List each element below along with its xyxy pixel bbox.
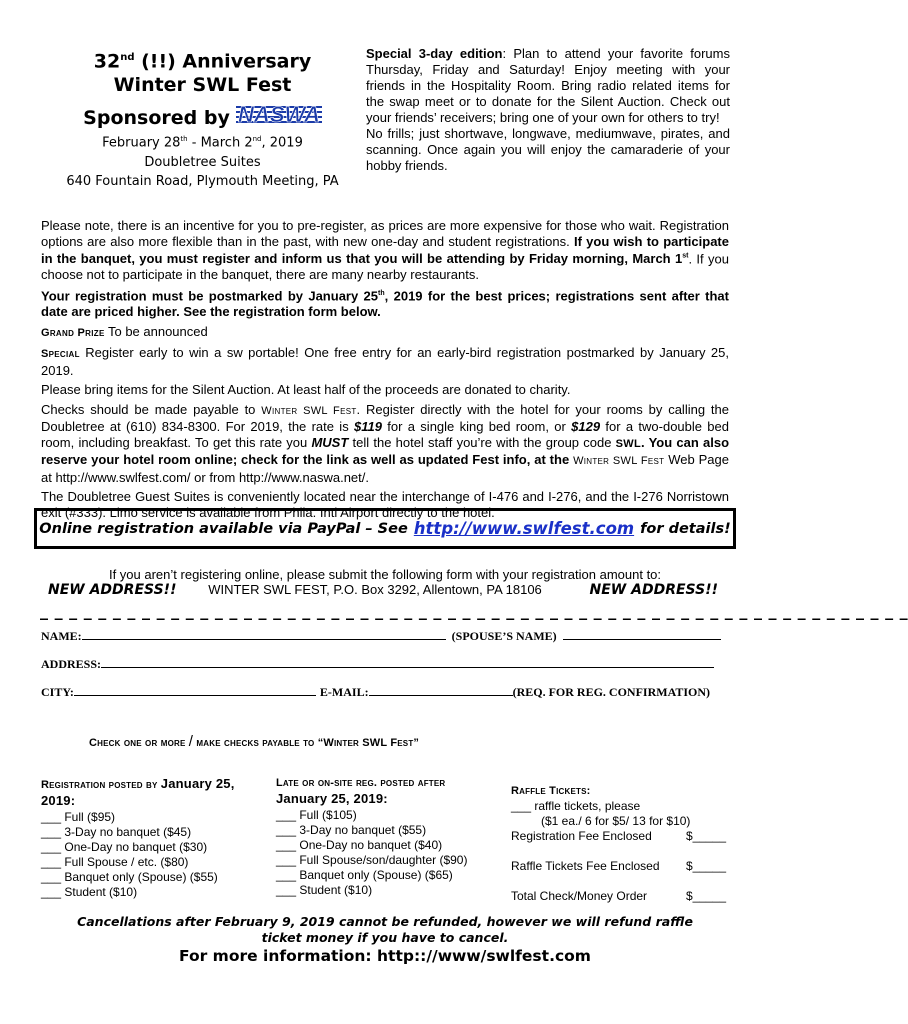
auction-paragraph: Please bring items for the Silent Auction. At least half of the proceeds are donated to charity. <box>41 382 571 398</box>
cancellation-policy: Cancellations after February 9, 2019 cannot be refunded, however we will refund raffle ticket money if you have to cancel. <box>77 914 693 945</box>
raffle-fee-row: Raffle Tickets Fee Enclosed $_____ <box>511 859 726 873</box>
hotel-paragraph: The Doubletree Guest Suites is conveniently located near the interchange of I-476 and I-276, and the I-276 Norristown exit (#333). Limo service is available from Phila. Intl Airport directly to the hotel. <box>41 489 729 520</box>
event-address: 640 Fountain Road, Plymouth Meeting, PA <box>66 173 339 189</box>
total-field[interactable]: $_____ <box>685 889 726 903</box>
early-option-spouse[interactable]: ___ Full Spouse / etc. ($80) <box>41 855 189 869</box>
naswa-logo <box>236 102 322 128</box>
name-label: NAME: <box>41 629 82 643</box>
email-requirement-note: (REQ. FOR REG. CONFIRMATION) <box>512 685 711 699</box>
city-field[interactable] <box>74 684 316 696</box>
sponsor-line: Sponsored by NASWA <box>40 103 365 129</box>
submit-instructions: If you aren’t registering online, please submit the following form with your registration amount to: <box>108 567 662 582</box>
total-row: Total Check/Money Order $_____ <box>511 889 726 903</box>
address-row <box>41 656 714 672</box>
new-address-left: NEW ADDRESS!! <box>48 582 177 598</box>
new-address-right: NEW ADDRESS!! <box>589 582 718 598</box>
grand-prize-paragraph: Grand Prize To be announced <box>41 323 208 339</box>
mailing-address: WINTER SWL FEST, P.O. Box 3292, Allentown, PA 18106 <box>208 582 542 597</box>
info-body <box>41 218 729 524</box>
email-field[interactable] <box>369 684 513 696</box>
special-edition-box <box>366 46 730 174</box>
checks-paragraph: Checks should be made payable to Winter SWL Fest. Register directly with the hotel for your rooms by calling the Doubletree at (610) 834-8300. For 2019, the rate is $119 for a single king bed room, or $129 for a two-double bed room, including breakfast. To get this rate you MUST tell the hotel staff you’re with the group code SWL. You can also reserve your hotel room online; check for the link as well as updated Fest info, at the Winter SWL Fest Web Page at http://www.swlfest.com/ or from http://www.naswa.net/. <box>41 401 730 485</box>
late-registration-options <box>276 776 491 898</box>
address-field[interactable] <box>101 656 714 668</box>
early-registration-heading: Registration posted by January 25, 2019: <box>41 776 235 808</box>
preregister-paragraph: Please note, there is an incentive for you to pre-register, as prices are more expensive for those who wait. Registration options are also more flexible than in the past, with new one-day and student registrations. If you wish to participate in the banquet, you must register and inform us that you will be attending by Friday morning, March 1st. If you choose not to participate in the banquet, there are many nearby restaurants. <box>41 218 729 282</box>
city-label: CITY: <box>41 685 74 699</box>
spouse-label: (SPOUSE’S NAME) <box>451 629 557 643</box>
late-option-banquet[interactable]: ___ Banquet only (Spouse) ($65) <box>276 868 453 882</box>
city-email-row <box>41 684 710 700</box>
early-option-banquet[interactable]: ___ Banquet only (Spouse) ($55) <box>41 870 218 884</box>
naswa-logo-text: NASWA <box>237 102 320 128</box>
registration-fee-row: Registration Fee Enclosed $_____ <box>511 829 726 843</box>
late-registration-heading: Late or on-site reg. posted after January 25, 2019: <box>276 777 446 806</box>
name-field[interactable] <box>82 628 446 640</box>
frills-text: No frills; just shortwave, longwave, mediumwave, pirates, and scanning. Once again you will enjoy the camaraderie of your hobby friends. <box>366 126 730 173</box>
raffle-heading: Raffle Tickets: <box>511 785 591 797</box>
late-option-1day[interactable]: ___ One-Day no banquet ($40) <box>276 838 443 852</box>
raffle-fee-field[interactable]: $_____ <box>685 859 726 873</box>
swlfest-link[interactable]: http://www.swlfest.com <box>413 519 635 538</box>
late-option-student[interactable]: ___ Student ($10) <box>276 883 373 897</box>
check-instructions: Check one or more / make checks payable to “Winter SWL Fest” <box>89 733 420 750</box>
event-subtitle: Winter SWL Fest <box>113 74 292 97</box>
event-header <box>40 46 365 190</box>
more-information: For more information: http:://www/swlfest.com <box>179 947 591 965</box>
event-title: 32nd (!!) Anniversary <box>93 50 312 73</box>
early-option-1day[interactable]: ___ One-Day no banquet ($30) <box>41 840 208 854</box>
paypal-notice: Online registration available via PayPal – See http://www.swlfest.com for details! <box>34 508 736 549</box>
registration-fee-field[interactable]: $_____ <box>685 829 726 843</box>
address-label: ADDRESS: <box>41 657 102 671</box>
cut-line: _ _ _ _ _ _ _ _ _ _ _ _ _ _ _ _ _ _ _ _ _ _ _ _ _ _ _ _ _ _ _ _ _ _ _ _ _ _ _ _ _ _ _ _ _ _ _ _ _ _ _ _ _ _ _ _ _ _ _ _ <box>40 601 908 620</box>
mailing-address-row <box>48 582 718 598</box>
event-dates: February 28th - March 2nd, 2019 <box>102 135 303 151</box>
event-venue: Doubletree Suites <box>144 154 261 170</box>
special-edition-text: Special 3-day edition: Plan to attend your favorite forums Thursday, Friday and Saturday! Enjoy meeting with your friends in the Hospitality Room. Bring radio related items for the swap meet or to donate for the Silent Auction. Check out your friends’ receivers; bring one of your own for others to try! <box>366 46 730 125</box>
email-label: E-MAIL: <box>319 685 369 699</box>
early-option-student[interactable]: ___ Student ($10) <box>41 885 138 899</box>
late-option-full[interactable]: ___ Full ($105) <box>276 808 357 822</box>
spouse-name-field[interactable] <box>563 628 721 640</box>
raffle-and-totals <box>511 784 726 904</box>
late-option-3day[interactable]: ___ 3-Day no banquet ($55) <box>276 823 427 837</box>
postmark-paragraph: Your registration must be postmarked by January 25th, 2019 for the best prices; registrations sent after that date are priced higher. See the registration form below. <box>41 288 729 320</box>
special-prize-paragraph: Special Register early to win a sw portable! One free entry for an early-bird registration postmarked by January 25, 2019. <box>41 345 729 378</box>
name-row <box>41 628 721 644</box>
early-option-full[interactable]: ___ Full ($95) <box>41 810 116 824</box>
early-option-3day[interactable]: ___ 3-Day no banquet ($45) <box>41 825 192 839</box>
raffle-prices: ($1 ea./ 6 for $5/ 13 for $10) <box>541 814 691 828</box>
raffle-count-line[interactable]: ___ raffle tickets, please <box>511 799 641 813</box>
early-registration-options <box>41 776 266 900</box>
late-option-spouse[interactable]: ___ Full Spouse/son/daughter ($90) <box>276 853 468 867</box>
